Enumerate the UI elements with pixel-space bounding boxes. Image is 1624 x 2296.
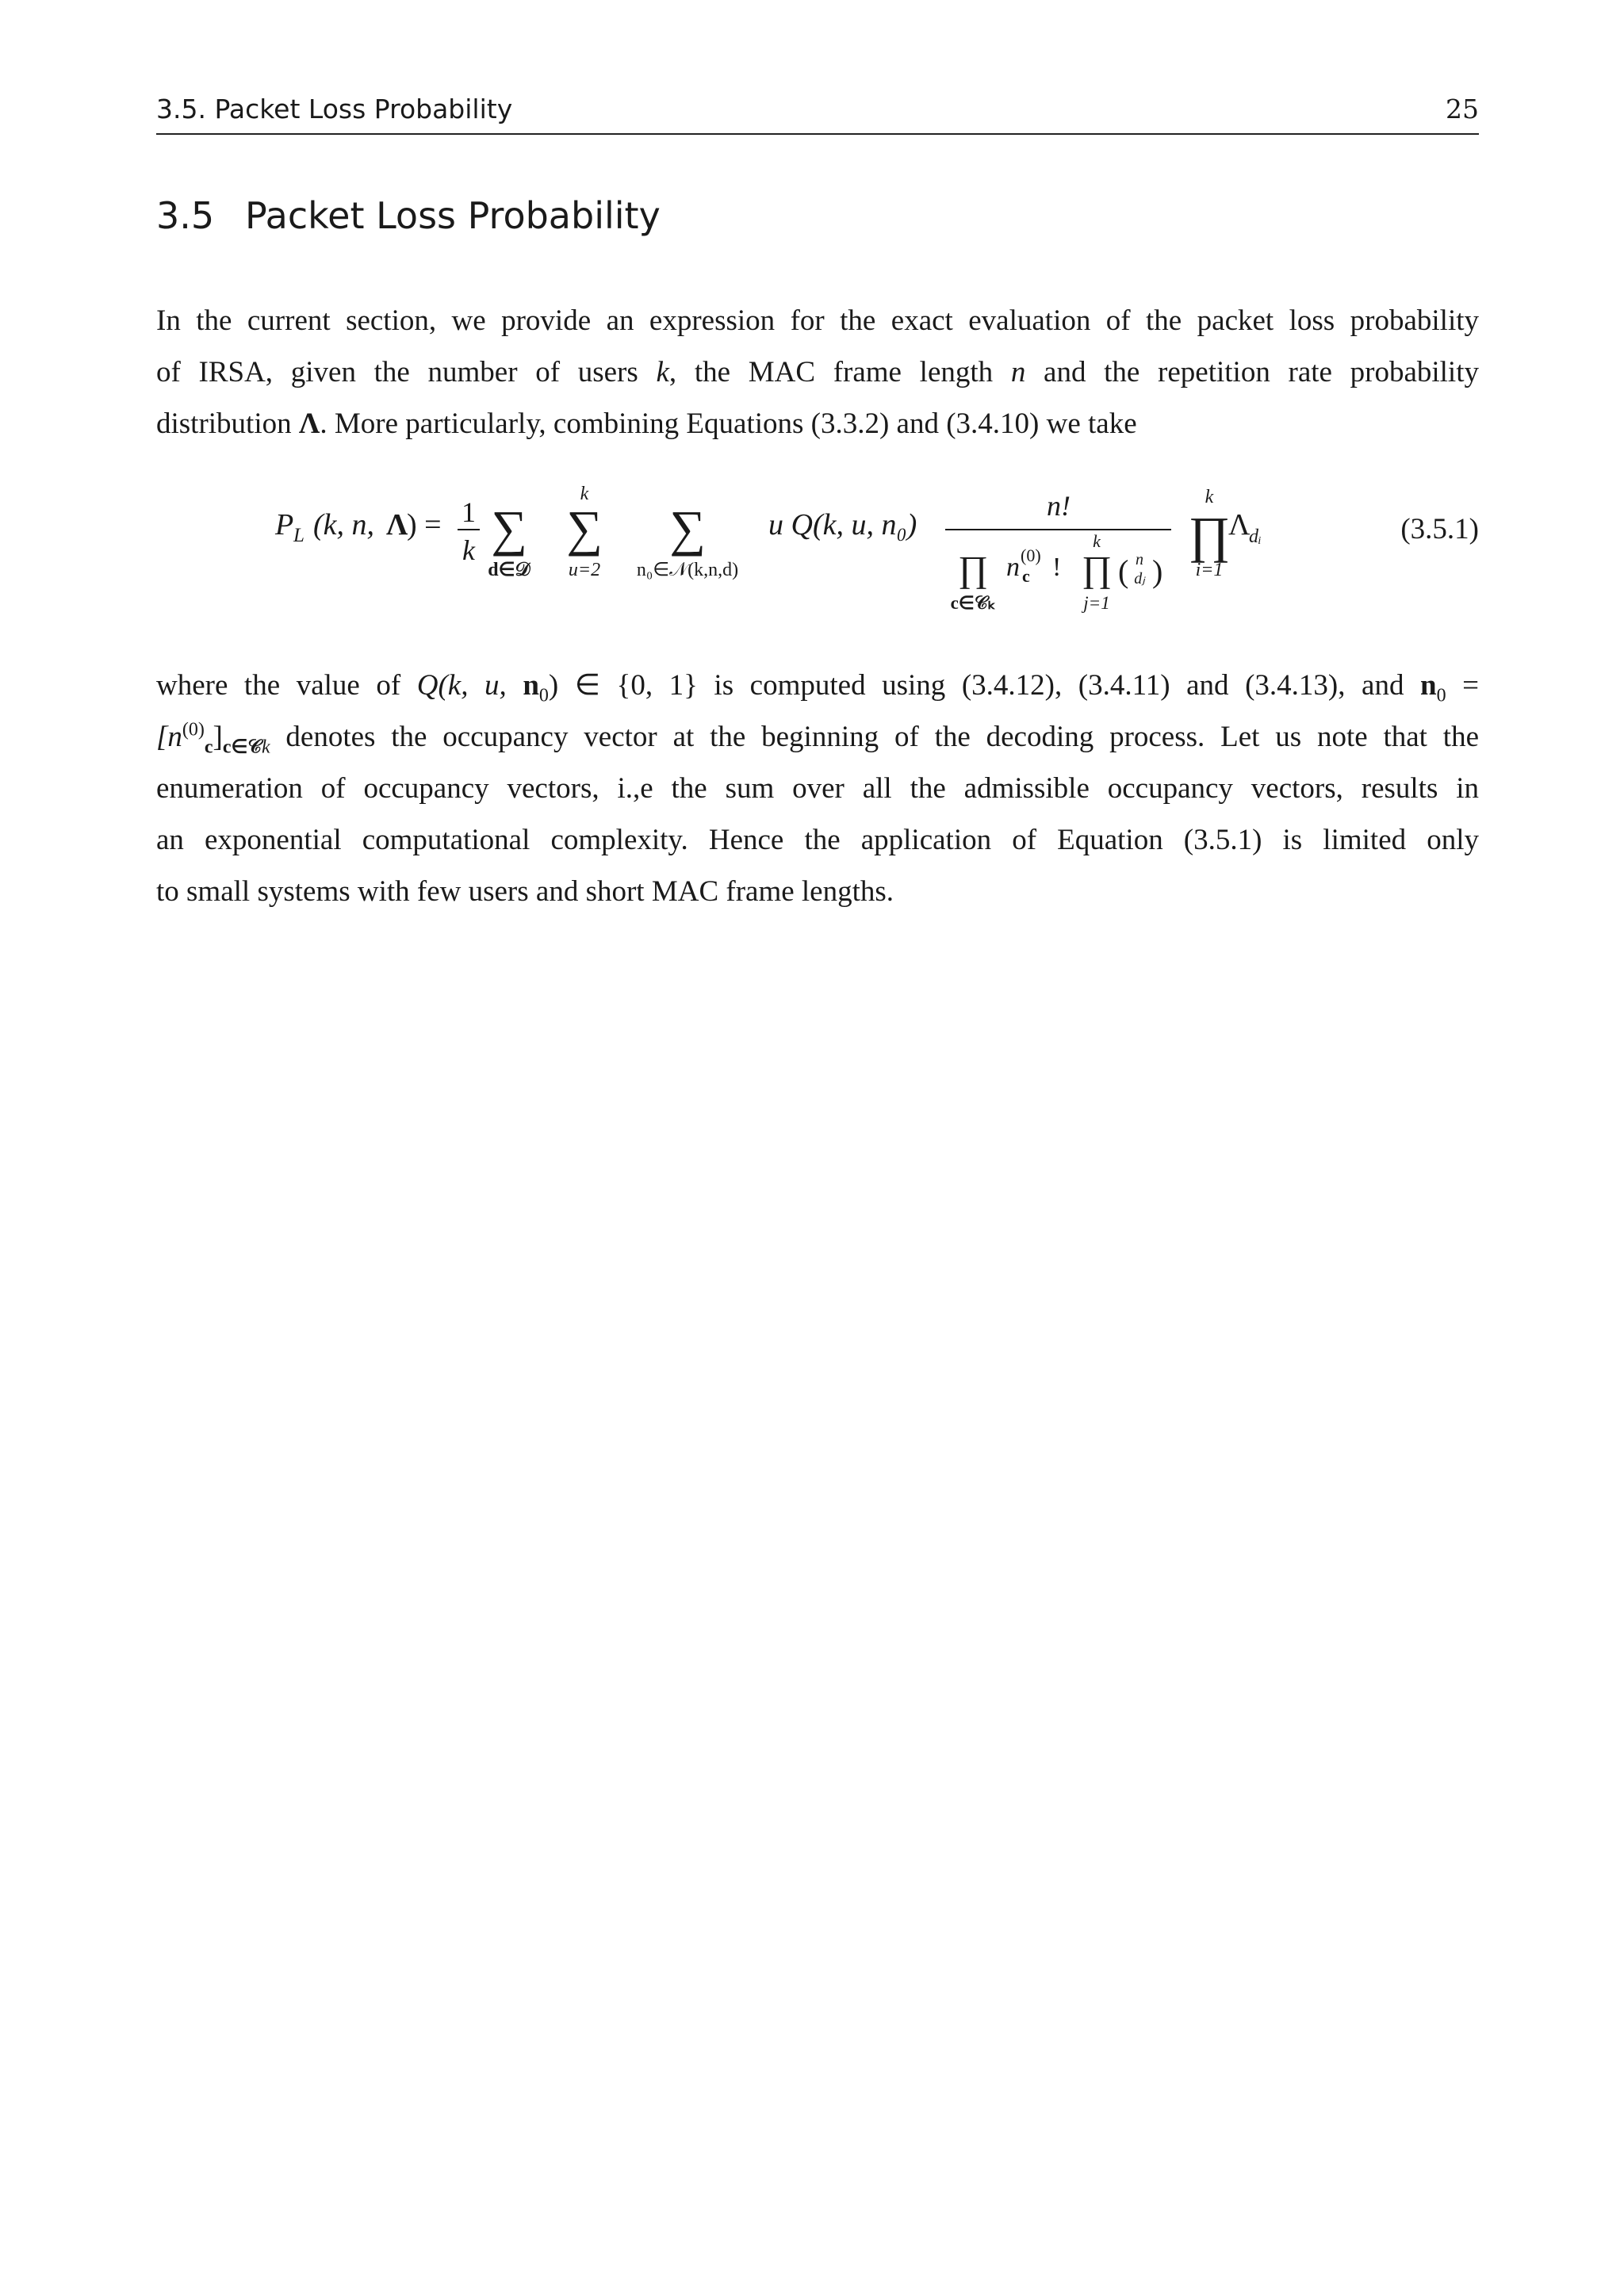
eq-frac2-num: n! [1047, 490, 1071, 522]
eq-frac1-den: k [462, 534, 475, 566]
body-line-5: to small systems with few users and short MAC frame lengths. [156, 875, 894, 908]
eq-lhs-p: P [275, 508, 294, 541]
body-paragraph [156, 660, 1479, 917]
intro-line-3: distribution Λ. More particularly, combining Equations (3.3.2) and (3.4.10) we take [156, 408, 1137, 440]
body-line-2: $[n^{(0)}_c]_{c\in 𝒞k}$ denotes the occupancy vector at the beginning of the decoding process. Let us note that the [156, 719, 1479, 758]
eq-den-prod2: ∏ [1082, 549, 1112, 589]
body-line-4: an exponential computational complexity. Hence the application of Equation (3.5.1) is limited only [156, 824, 1479, 856]
eq-sum1: ∑ [491, 500, 527, 557]
eq-binom-open: ( [1118, 553, 1129, 589]
eq-den-prod2-lower: j=1 [1083, 593, 1110, 613]
eq-prod3: ∏ [1188, 507, 1231, 563]
equation-3-5-1 [156, 476, 1479, 634]
page-number: 25 [1446, 94, 1479, 124]
document-page [156, 0, 1479, 2296]
eq-sum3-lower: n₀∈𝒩(k,n,d) [636, 560, 739, 580]
eq-den-term-sub: c [1022, 566, 1030, 586]
eq-prod3-term: Λ [1228, 508, 1251, 541]
body-line-1: where the value of Q(k, u, $n_0$) ∈ {0, 1} is computed using (3.4.12), (3.4.11) and (3.4.13), and $n_0$ = [156, 669, 1479, 706]
section-number: 3.5 [156, 194, 215, 237]
eq-den-prod1: ∏ [958, 549, 988, 589]
equation-number: (3.5.1) [1400, 513, 1479, 545]
eq-sum2-upper: k [580, 484, 589, 504]
eq-lhs-close: ) = [407, 508, 442, 541]
eq-den-prod2-upper: k [1093, 531, 1101, 551]
eq-prod3-lower: i=1 [1195, 560, 1224, 580]
eq-term: u Q(k, u, n₀) [768, 508, 917, 541]
intro-line-2: of IRSA, given the number of users k, the MAC frame length n and the repetition rate probability [156, 356, 1479, 388]
section-title-text: Packet Loss Probability [245, 194, 661, 237]
eq-prod3-sub: dᵢ [1249, 526, 1262, 547]
eq-sum2: ∑ [566, 500, 603, 557]
intro-paragraph [156, 295, 1479, 450]
intro-line-1: In the current section, we provide an expression for the exact evaluation of the packet loss probability [156, 304, 1479, 337]
section-heading [156, 194, 661, 237]
equation-formula [156, 476, 1346, 634]
eq-binom-bottom: dⱼ [1134, 570, 1145, 587]
eq-frac1-num: 1 [462, 496, 476, 528]
eq-den-term-sup: (0) [1021, 545, 1041, 565]
eq-den-term: n [1006, 553, 1020, 582]
running-title: 3.5. Packet Loss Probability [156, 94, 513, 124]
eq-sum1-lower: d∈𝒟 [488, 560, 530, 580]
running-header [156, 94, 1479, 135]
eq-prod3-upper: k [1205, 487, 1214, 507]
eq-den-prod1-lower: c∈𝒞ₖ [950, 593, 996, 613]
eq-den-bang: ! [1052, 553, 1062, 582]
eq-sum2-lower: u=2 [568, 560, 601, 580]
eq-binom-top: n [1136, 551, 1143, 568]
eq-lhs-lambda: Λ [386, 508, 408, 541]
body-line-3: enumeration of occupancy vectors, i.,e the sum over all the admissible occupancy vectors, results in [156, 772, 1479, 805]
eq-lhs-args: (k, n, [313, 508, 375, 541]
eq-lhs-sub: L [293, 525, 304, 546]
eq-binom-close: ) [1152, 553, 1163, 589]
eq-sum3: ∑ [669, 500, 706, 557]
